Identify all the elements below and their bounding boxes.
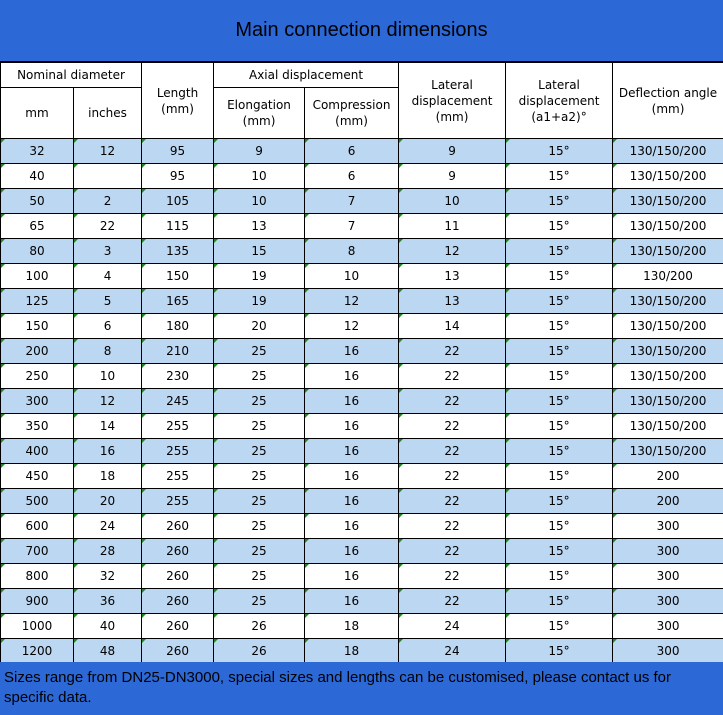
cell-compression: 16 [305, 464, 399, 489]
cell-elongation: 25 [214, 414, 305, 439]
cell-deflection-angle: 300 [613, 564, 723, 589]
cell-elongation: 25 [214, 389, 305, 414]
cell-elongation: 26 [214, 639, 305, 664]
cell-lateral-displacement: 13 [399, 264, 506, 289]
cell-deflection-angle: 130/150/200 [613, 389, 723, 414]
cell-inches: 48 [74, 639, 142, 664]
cell-lateral-angle: 15° [506, 589, 613, 614]
cell-length: 260 [142, 514, 214, 539]
cell-deflection-angle: 130/150/200 [613, 164, 723, 189]
cell-compression: 12 [305, 314, 399, 339]
cell-lateral-displacement: 10 [399, 189, 506, 214]
cell-inches: 3 [74, 239, 142, 264]
table-row [1, 564, 723, 589]
cell-lateral-angle: 15° [506, 289, 613, 314]
cell-length: 95 [142, 164, 214, 189]
cell-mm: 300 [1, 389, 74, 414]
cell-lateral-displacement: 22 [399, 539, 506, 564]
cell-lateral-angle: 15° [506, 464, 613, 489]
table-row [1, 339, 723, 364]
cell-lateral-angle: 15° [506, 314, 613, 339]
cell-compression: 7 [305, 214, 399, 239]
header-lateral-displacement: Lateral displacement (mm) [399, 63, 506, 139]
cell-deflection-angle: 130/150/200 [613, 214, 723, 239]
cell-mm: 1000 [1, 614, 74, 639]
cell-length: 260 [142, 639, 214, 664]
cell-length: 255 [142, 464, 214, 489]
cell-lateral-displacement: 22 [399, 389, 506, 414]
cell-lateral-angle: 15° [506, 639, 613, 664]
cell-inches: 12 [74, 139, 142, 164]
cell-elongation: 25 [214, 464, 305, 489]
cell-mm: 125 [1, 289, 74, 314]
cell-lateral-displacement: 13 [399, 289, 506, 314]
cell-inches: 16 [74, 439, 142, 464]
cell-deflection-angle: 130/150/200 [613, 239, 723, 264]
cell-length: 95 [142, 139, 214, 164]
cell-lateral-angle: 15° [506, 189, 613, 214]
cell-deflection-angle: 130/150/200 [613, 364, 723, 389]
footer-note: Sizes range from DN25-DN3000, special sizes and lengths can be customised, please contact us for specific data. [0, 662, 723, 715]
cell-mm: 200 [1, 339, 74, 364]
cell-deflection-angle: 130/150/200 [613, 314, 723, 339]
cell-deflection-angle: 300 [613, 614, 723, 639]
cell-elongation: 15 [214, 239, 305, 264]
cell-lateral-angle: 15° [506, 439, 613, 464]
cell-elongation: 25 [214, 364, 305, 389]
table-row [1, 389, 723, 414]
table-row [1, 189, 723, 214]
table-row [1, 589, 723, 614]
cell-length: 180 [142, 314, 214, 339]
cell-lateral-displacement: 22 [399, 364, 506, 389]
cell-inches: 5 [74, 289, 142, 314]
cell-compression: 16 [305, 489, 399, 514]
cell-deflection-angle: 130/150/200 [613, 289, 723, 314]
cell-mm: 100 [1, 264, 74, 289]
cell-lateral-displacement: 22 [399, 439, 506, 464]
cell-length: 260 [142, 539, 214, 564]
cell-lateral-displacement: 22 [399, 489, 506, 514]
cell-compression: 12 [305, 289, 399, 314]
cell-mm: 700 [1, 539, 74, 564]
cell-elongation: 26 [214, 614, 305, 639]
cell-elongation: 25 [214, 539, 305, 564]
cell-deflection-angle: 130/150/200 [613, 189, 723, 214]
cell-length: 150 [142, 264, 214, 289]
table-row [1, 414, 723, 439]
header-length: Length (mm) [142, 63, 214, 139]
cell-mm: 65 [1, 214, 74, 239]
table-row [1, 164, 723, 189]
cell-inches: 40 [74, 614, 142, 639]
cell-lateral-angle: 15° [506, 414, 613, 439]
cell-inches: 4 [74, 264, 142, 289]
cell-mm: 500 [1, 489, 74, 514]
cell-length: 260 [142, 564, 214, 589]
cell-compression: 16 [305, 564, 399, 589]
table-row [1, 364, 723, 389]
cell-inches: 18 [74, 464, 142, 489]
cell-inches: 20 [74, 489, 142, 514]
cell-deflection-angle: 300 [613, 589, 723, 614]
cell-lateral-displacement: 22 [399, 414, 506, 439]
cell-lateral-displacement: 22 [399, 464, 506, 489]
header-axial-displacement: Axial displacement [214, 63, 399, 88]
cell-lateral-displacement: 24 [399, 639, 506, 664]
cell-inches: 2 [74, 189, 142, 214]
table-row [1, 539, 723, 564]
cell-lateral-angle: 15° [506, 564, 613, 589]
cell-mm: 800 [1, 564, 74, 589]
cell-length: 135 [142, 239, 214, 264]
cell-length: 230 [142, 364, 214, 389]
table-row [1, 239, 723, 264]
table-row [1, 139, 723, 164]
cell-lateral-angle: 15° [506, 139, 613, 164]
cell-elongation: 9 [214, 139, 305, 164]
cell-elongation: 25 [214, 564, 305, 589]
header-compression: Compression (mm) [305, 88, 399, 139]
cell-lateral-displacement: 22 [399, 339, 506, 364]
cell-compression: 6 [305, 139, 399, 164]
cell-compression: 16 [305, 339, 399, 364]
cell-elongation: 25 [214, 489, 305, 514]
cell-lateral-displacement: 22 [399, 589, 506, 614]
cell-inches [74, 164, 142, 189]
cell-inches: 22 [74, 214, 142, 239]
dimensions-table [0, 62, 723, 664]
cell-elongation: 25 [214, 439, 305, 464]
cell-lateral-displacement: 11 [399, 214, 506, 239]
cell-length: 255 [142, 439, 214, 464]
cell-deflection-angle: 130/150/200 [613, 139, 723, 164]
cell-mm: 32 [1, 139, 74, 164]
cell-compression: 16 [305, 539, 399, 564]
table-row [1, 214, 723, 239]
cell-deflection-angle: 300 [613, 639, 723, 664]
header-mm: mm [1, 88, 74, 139]
cell-compression: 16 [305, 439, 399, 464]
cell-lateral-angle: 15° [506, 614, 613, 639]
cell-compression: 10 [305, 264, 399, 289]
cell-mm: 600 [1, 514, 74, 539]
cell-compression: 6 [305, 164, 399, 189]
cell-inches: 8 [74, 339, 142, 364]
cell-lateral-displacement: 12 [399, 239, 506, 264]
cell-elongation: 20 [214, 314, 305, 339]
cell-deflection-angle: 200 [613, 489, 723, 514]
cell-lateral-angle: 15° [506, 514, 613, 539]
cell-deflection-angle: 130/150/200 [613, 439, 723, 464]
cell-inches: 10 [74, 364, 142, 389]
cell-inches: 12 [74, 389, 142, 414]
table-row [1, 489, 723, 514]
cell-lateral-displacement: 24 [399, 614, 506, 639]
cell-elongation: 25 [214, 514, 305, 539]
cell-inches: 36 [74, 589, 142, 614]
cell-compression: 16 [305, 514, 399, 539]
cell-inches: 24 [74, 514, 142, 539]
cell-mm: 40 [1, 164, 74, 189]
cell-deflection-angle: 130/150/200 [613, 414, 723, 439]
cell-compression: 18 [305, 639, 399, 664]
cell-lateral-angle: 15° [506, 164, 613, 189]
cell-length: 165 [142, 289, 214, 314]
cell-length: 260 [142, 614, 214, 639]
cell-mm: 900 [1, 589, 74, 614]
table-row [1, 289, 723, 314]
cell-deflection-angle: 200 [613, 464, 723, 489]
header-deflection-angle: Deflection angle (mm) [613, 63, 723, 139]
cell-length: 260 [142, 589, 214, 614]
cell-elongation: 19 [214, 264, 305, 289]
cell-mm: 50 [1, 189, 74, 214]
cell-lateral-displacement: 22 [399, 514, 506, 539]
cell-elongation: 19 [214, 289, 305, 314]
cell-lateral-angle: 15° [506, 389, 613, 414]
cell-lateral-displacement: 9 [399, 139, 506, 164]
cell-compression: 16 [305, 589, 399, 614]
cell-deflection-angle: 300 [613, 514, 723, 539]
cell-length: 105 [142, 189, 214, 214]
cell-length: 245 [142, 389, 214, 414]
cell-elongation: 10 [214, 164, 305, 189]
cell-mm: 350 [1, 414, 74, 439]
table-row [1, 639, 723, 664]
cell-compression: 16 [305, 364, 399, 389]
cell-lateral-angle: 15° [506, 539, 613, 564]
cell-elongation: 13 [214, 214, 305, 239]
table-row [1, 464, 723, 489]
cell-lateral-angle: 15° [506, 339, 613, 364]
cell-mm: 1200 [1, 639, 74, 664]
header-inches: inches [74, 88, 142, 139]
cell-lateral-displacement: 9 [399, 164, 506, 189]
header-lateral-displacement-angle: Lateral displacement (a1+a2)° [506, 63, 613, 139]
cell-lateral-angle: 15° [506, 264, 613, 289]
cell-compression: 16 [305, 389, 399, 414]
cell-inches: 6 [74, 314, 142, 339]
cell-mm: 80 [1, 239, 74, 264]
cell-lateral-displacement: 22 [399, 564, 506, 589]
table-row [1, 264, 723, 289]
cell-length: 115 [142, 214, 214, 239]
cell-mm: 450 [1, 464, 74, 489]
table-row [1, 439, 723, 464]
cell-elongation: 25 [214, 339, 305, 364]
header-nominal-diameter: Nominal diameter [1, 63, 142, 88]
table-body [1, 139, 723, 664]
cell-compression: 16 [305, 414, 399, 439]
cell-mm: 150 [1, 314, 74, 339]
cell-inches: 14 [74, 414, 142, 439]
cell-inches: 32 [74, 564, 142, 589]
cell-length: 255 [142, 414, 214, 439]
cell-deflection-angle: 130/200 [613, 264, 723, 289]
header-elongation: Elongation (mm) [214, 88, 305, 139]
page-title: Main connection dimensions [0, 0, 723, 62]
cell-lateral-angle: 15° [506, 364, 613, 389]
cell-deflection-angle: 300 [613, 539, 723, 564]
cell-length: 255 [142, 489, 214, 514]
cell-length: 210 [142, 339, 214, 364]
cell-lateral-displacement: 14 [399, 314, 506, 339]
cell-compression: 8 [305, 239, 399, 264]
cell-lateral-angle: 15° [506, 214, 613, 239]
cell-mm: 250 [1, 364, 74, 389]
cell-inches: 28 [74, 539, 142, 564]
cell-compression: 7 [305, 189, 399, 214]
cell-compression: 18 [305, 614, 399, 639]
table-row [1, 614, 723, 639]
cell-deflection-angle: 130/150/200 [613, 339, 723, 364]
cell-lateral-angle: 15° [506, 239, 613, 264]
table-row [1, 314, 723, 339]
cell-lateral-angle: 15° [506, 489, 613, 514]
cell-mm: 400 [1, 439, 74, 464]
cell-elongation: 25 [214, 589, 305, 614]
cell-elongation: 10 [214, 189, 305, 214]
table-row [1, 514, 723, 539]
